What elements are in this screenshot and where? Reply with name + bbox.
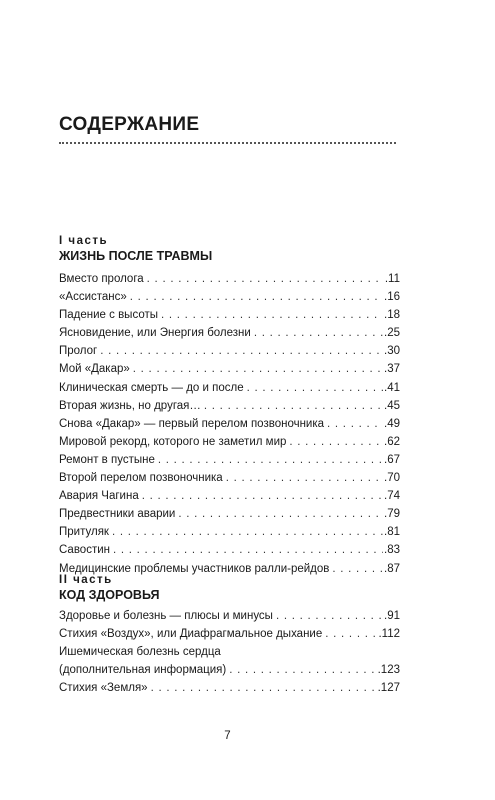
dot-leader [151,680,377,696]
dot-leader [325,626,377,642]
toc-entry-title: «Ассистанс» [59,291,127,304]
toc-entry-page: .45 [384,399,400,412]
toc-entry-title: Стихия «Земля» [59,682,148,695]
toc-entry [59,398,400,416]
page-title: СОДЕРЖАНИЕ [59,114,200,135]
toc-entry-continuation [59,662,400,680]
toc-entry-page: .18 [384,309,400,322]
toc-entry-title: Ишемическая болезнь сердца [59,646,221,659]
dot-leader [327,416,383,432]
dot-leader [289,434,383,450]
toc-entry-title: Медицинские проблемы участников ралли-рейдов [59,562,330,575]
part-2-toc [59,608,400,698]
toc-entry-page: .11 [384,273,400,285]
toc-entry-page: .83 [384,544,400,557]
dot-leader [112,524,383,540]
toc-entry [59,524,400,542]
toc-entry-page: .16 [384,291,400,304]
toc-entry-title: Мой «Дакар» [59,363,130,376]
toc-entry-page: .91 [384,610,400,622]
toc-entry-title: Притуляк [59,526,109,539]
toc-entry [59,416,400,434]
toc-entry [59,452,400,470]
toc-entry-page: .127 [377,682,400,695]
toc-entry-title: Ясновидение, или Энергия болезни [59,327,251,340]
toc-entry-title: Ремонт в пустыне [59,453,155,466]
toc-entry-page: .25 [384,327,400,340]
toc-entry-title: Авария Чагина [59,490,139,503]
dot-leader [332,561,383,577]
toc-entry-page: .67 [384,453,400,466]
dot-leader [133,361,383,377]
toc-entry [59,325,400,343]
part-1-label: I часть [59,235,109,247]
toc-entry-page: .123 [377,664,400,677]
part-1-title: ЖИЗНЬ ПОСЛЕ ТРАВМЫ [59,249,213,263]
toc-entry-page: .62 [384,435,400,448]
dotted-divider [59,142,396,144]
toc-entry-title: Пролог [59,345,98,358]
toc-entry-page: .41 [384,381,400,394]
toc-entry [59,626,400,644]
toc-entry-page: .112 [378,628,400,641]
toc-entry [59,289,400,307]
toc-entry [59,680,400,698]
toc-entry [59,380,400,398]
toc-entry-title: Мировой рекорд, которого не заметил мир [59,435,287,448]
part-1-toc [59,271,400,579]
toc-entry-title: Вместо пролога [59,273,144,285]
dot-leader [204,398,383,414]
toc-entry-title: Второй перелом позвоночника [59,472,223,485]
toc-entry-page: .70 [384,472,400,485]
toc-entry-page: .37 [384,363,400,376]
toc-entry [59,434,400,452]
dot-leader [161,307,383,323]
dot-leader [100,343,383,359]
toc-entry [59,488,400,506]
toc-entry-page: .30 [384,345,400,358]
dot-leader [276,608,383,624]
dot-leader [226,470,383,486]
toc-entry [59,271,400,289]
toc-entry [59,361,400,379]
toc-entry-title: Савостин [59,544,110,557]
part-2-title: КОД ЗДОРОВЬЯ [59,588,160,602]
dot-leader [178,506,383,522]
toc-entry-title: Клиническая смерть — до и после [59,381,244,394]
toc-entry-page: .74 [384,490,400,503]
toc-entry-page: .49 [384,417,400,430]
dot-leader [229,662,376,678]
toc-entry [59,470,400,488]
toc-entry-title: Снова «Дакар» — первый перелом позвоночника [59,417,325,430]
toc-entry-title: Вторая жизнь, но другая… [59,399,201,412]
page-number: 7 [224,730,231,742]
toc-entry [59,506,400,524]
toc-entry [59,608,400,626]
toc-entry-page: .87 [384,562,400,575]
dot-leader [142,488,383,504]
dot-leader [158,452,383,468]
toc-entry-title: Падение с высоты [59,309,159,322]
dot-leader [113,542,383,558]
toc-entry-page: .79 [384,508,400,521]
toc-entry-title: Здоровье и болезнь — плюсы и минусы [59,610,273,622]
dot-leader [147,271,384,287]
dot-leader [130,289,383,305]
toc-entry-page: .81 [384,526,400,539]
toc-entry [59,644,400,662]
dot-leader [254,325,383,341]
toc-entry [59,343,400,361]
part-2-label: II часть [59,574,113,586]
toc-entry [59,542,400,560]
toc-entry-title: Стихия «Воздух», или Диафрагмальное дыхание [59,628,323,641]
dot-leader [247,380,383,396]
toc-entry [59,307,400,325]
toc-entry-title: Предвестники аварии [59,508,176,521]
toc-entry-title-continuation: (дополнительная информация) [59,664,227,677]
